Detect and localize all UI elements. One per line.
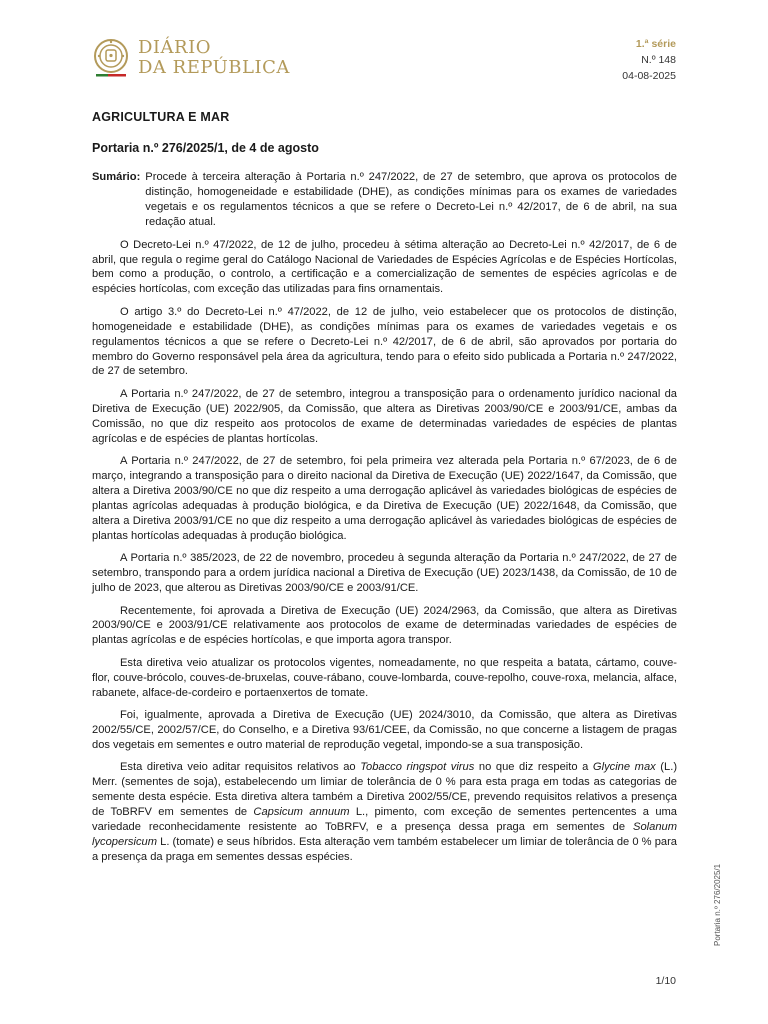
paragraph: O artigo 3.º do Decreto-Lei n.º 47/2022, de 12 de julho, veio estabelecer que os protocolos de distinção, homogeneidade e estabilidade (DHE), as condições mínimas para os exames de variedades vegetais e os regulamentos técnicos a que se refere o Decreto-Lei n.º 42/2017, de 6 de abril, são aprovados por portaria do membro do Governo responsável pela área da agricultura, tendo para o efeito sido publicada a Portaria n.º 247/2022, de 27 de setembro. bbox=[92, 305, 677, 378]
ministry-heading: AGRICULTURA E MAR bbox=[92, 110, 230, 124]
species-name: Glycine max bbox=[592, 761, 656, 774]
species-name: Capsicum annuum bbox=[253, 806, 350, 819]
paragraph: Recentemente, foi aprovada a Diretiva de Execução (UE) 2024/2963, da Comissão, que altera as Diretivas 2003/90/CE e 2003/91/CE relativamente aos protocolos de exame de determinadas variedades de espécies de plantas agrícolas e de espécies hortícolas, e que importa agora transpor. bbox=[92, 604, 677, 647]
side-document-reference: Portaria n.º 276/2025/1 bbox=[713, 863, 722, 946]
species-name: Tobacco ringspot virus bbox=[360, 761, 475, 774]
summary-text: Procede à terceira alteração à Portaria n.º 247/2022, de 27 de setembro, que aprova os protocolos de distinção, homogeneidade e estabilidade (DHE), as condições mínimas para os exames de variedades vegetais e os regulamentos técnicos a que se refere o Decreto-Lei n.º 42/2017, de 6 de abril, na sua redação atual. bbox=[145, 171, 677, 228]
paragraph: Foi, igualmente, aprovada a Diretiva de Execução (UE) 2024/3010, da Comissão, que altera as Diretivas 2002/55/CE, 2002/57/CE, do Conselho, e a Diretiva 93/61/CEE, da Comissão, no que concerne a listagem de pragas dos vegetais em sementes e outro material de reprodução vegetal, impondo-se a sua transposição. bbox=[92, 709, 677, 751]
issue-number: N.º 148 bbox=[641, 54, 676, 66]
document-title: Portaria n.º 276/2025/1, de 4 de agosto bbox=[92, 141, 319, 155]
paragraph: O Decreto-Lei n.º 47/2022, de 12 de julho, procedeu à sétima alteração ao Decreto-Lei n.º 42/2017, de 6 de abril, que regula o regime geral do Catálogo Nacional de Variedades de Espécies Agrícolas e de Espécies Hortícolas, bem como a produção, o controlo, a certificação e a comercialização de sementes de espécies agrícolas e de espécies hortícolas, com exceção das utilizadas para fins ornamentais. bbox=[92, 238, 677, 296]
series-label: 1.ª série bbox=[635, 38, 676, 50]
summary-label: Sumário: bbox=[92, 171, 141, 183]
publication-info bbox=[622, 36, 676, 84]
paragraph: A Portaria n.º 247/2022, de 27 de setembro, foi pela primeira vez alterada pela Portaria n.º 67/2023, de 6 de março, integrando a transposição para o direito nacional da Diretiva de Execução (UE) 2022/1647, da Comissão, que altera a Diretiva 2003/90/CE no que diz respeito a uma derrogação aplicável às variedades biológicas de espécies de plantas agrícolas adequadas à produção biológica, e da Diretiva de Execução (UE) 2022/1648, da Comissão, que altera a Diretiva 2003/91/CE no que diz respeito a uma derrogação aplicável às variedades biológicas de espécies de plantas hortícolas adequadas à produção biológica. bbox=[92, 455, 677, 542]
summary-block bbox=[92, 170, 677, 230]
diario-republica-logo bbox=[92, 38, 290, 78]
logo-line-2: DA REPÚBLICA bbox=[138, 57, 290, 78]
coat-of-arms-icon bbox=[92, 38, 130, 78]
paragraph: A Portaria n.º 247/2022, de 27 de setembro, integrou a transposição para o ordenamento jurídico nacional da Diretiva de Execução (UE) 2022/905, da Comissão, que altera as Diretivas 2003/90/CE e 2003/91/CE, ambas da Comissão, no que diz respeito aos protocolos de exame de determinadas variedades de espécies de plantas agrícolas e de espécies de plantas hortícolas. bbox=[92, 387, 677, 445]
paragraph: Esta diretiva veio atualizar os protocolos vigentes, nomeadamente, no que respeita a batata, cártamo, couve-flor, couve-brócolo, couves-de-bruxelas, couve-rábano, couve-lombarda, couve-repolho, couve-roxa, melancia, alface, rabanete, alface-de-cordeiro e portaenxertos de tomate. bbox=[92, 656, 677, 699]
document-body bbox=[92, 170, 677, 872]
logo-line-1: DIÁRIO bbox=[138, 37, 211, 58]
publication-date: 04-08-2025 bbox=[622, 70, 676, 82]
species-name: Solanum lycopersicum bbox=[92, 821, 677, 848]
paragraph: A Portaria n.º 385/2023, de 22 de novembro, procedeu à segunda alteração da Portaria n.º 247/2022, de 27 de setembro, transpondo para a ordem jurídica nacional a Diretiva de Execução (UE) 2023/1438, da Comissão, de 10 de julho de 2023, que alterou as Diretivas 2003/90/CE e 2003/91/CE. bbox=[92, 552, 677, 595]
paragraph-last: Esta diretiva veio aditar requisitos relativos ao Tobacco ringspot virus no que diz respeito a Glycine max (L.) Merr. (sementes de soja), estabelecendo um limiar de tolerância de 0 % para esta praga em todas as categorias de semente desta espécie. Esta diretiva altera também a Diretiva 2002/55/CE, prevendo requisitos relativos a presença de ToBRFV em sementes de Capsicum annuum L., pimento, com exceção de sementes pertencentes a uma variedade reconhecidamente resistente ao ToBRFV, e a presença dessa praga em sementes de Solanum lycopersicum L. (tomate) e seus híbridos. Esta alteração vem também estabelecer um limiar de tolerância de 0 % para a presença da praga em sementes dessas espécies. bbox=[92, 761, 678, 863]
page-number: 1/10 bbox=[655, 975, 676, 987]
